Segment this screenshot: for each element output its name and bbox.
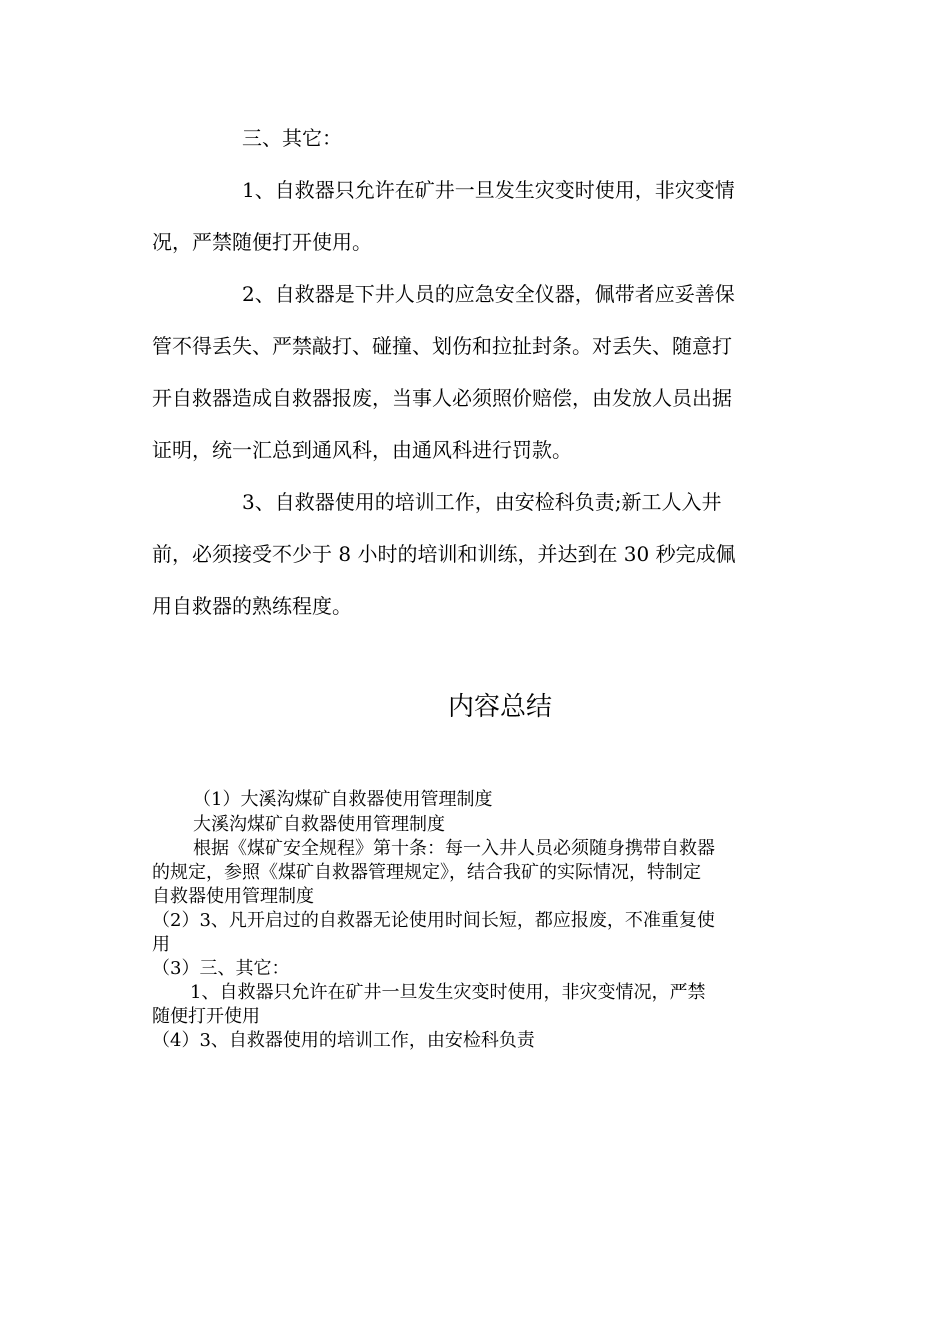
section-heading: 三、其它：: [242, 126, 342, 150]
item1-line1: 1、自救器只允许在矿井一旦发生灾变时使用，非灾变情: [242, 178, 735, 202]
summary-line: 用: [152, 934, 170, 955]
summary-line: 根据《煤矿安全规程》第十条：每一入井人员必须随身携带自救器: [193, 838, 715, 859]
summary-title: 内容总结: [448, 692, 553, 722]
item2-line3: 开自救器造成自救器报废，当事人必须照价赔偿，由发放人员出据: [152, 386, 732, 410]
summary-line: 的规定，参照《煤矿自救器管理规定》，结合我矿的实际情况，特制定: [152, 862, 701, 883]
item3-line3: 用自救器的熟练程度。: [152, 594, 352, 618]
summary-line: （3）三、其它：: [152, 958, 290, 979]
summary-line: （4）3、自救器使用的培训工作，由安检科负责: [152, 1030, 535, 1051]
summary-line: 1、自救器只允许在矿井一旦发生灾变时使用，非灾变情况，严禁: [190, 982, 706, 1003]
summary-line: 自救器使用管理制度: [152, 886, 314, 907]
item1-line2: 况，严禁随便打开使用。: [152, 230, 372, 254]
item2-line1: 2、自救器是下井人员的应急安全仪器，佩带者应妥善保: [242, 282, 735, 306]
summary-line: 随便打开使用: [152, 1006, 260, 1027]
item2-line4: 证明，统一汇总到通风科，由通风科进行罚款。: [152, 438, 572, 462]
summary-line: （2）3、凡开启过的自救器无论使用时间长短，都应报废，不准重复使: [152, 910, 715, 931]
summary-line: （1）大溪沟煤矿自救器使用管理制度: [193, 789, 493, 810]
summary-line: 大溪沟煤矿自救器使用管理制度: [193, 814, 445, 835]
item2-line2: 管不得丢失、严禁敲打、碰撞、划伤和拉扯封条。对丢失、随意打: [152, 334, 732, 358]
item3-line2: 前，必须接受不少于 8 小时的培训和训练，并达到在 30 秒完成佩: [152, 542, 736, 566]
item3-line1: 3、自救器使用的培训工作，由安检科负责;新工人入井: [242, 490, 722, 514]
